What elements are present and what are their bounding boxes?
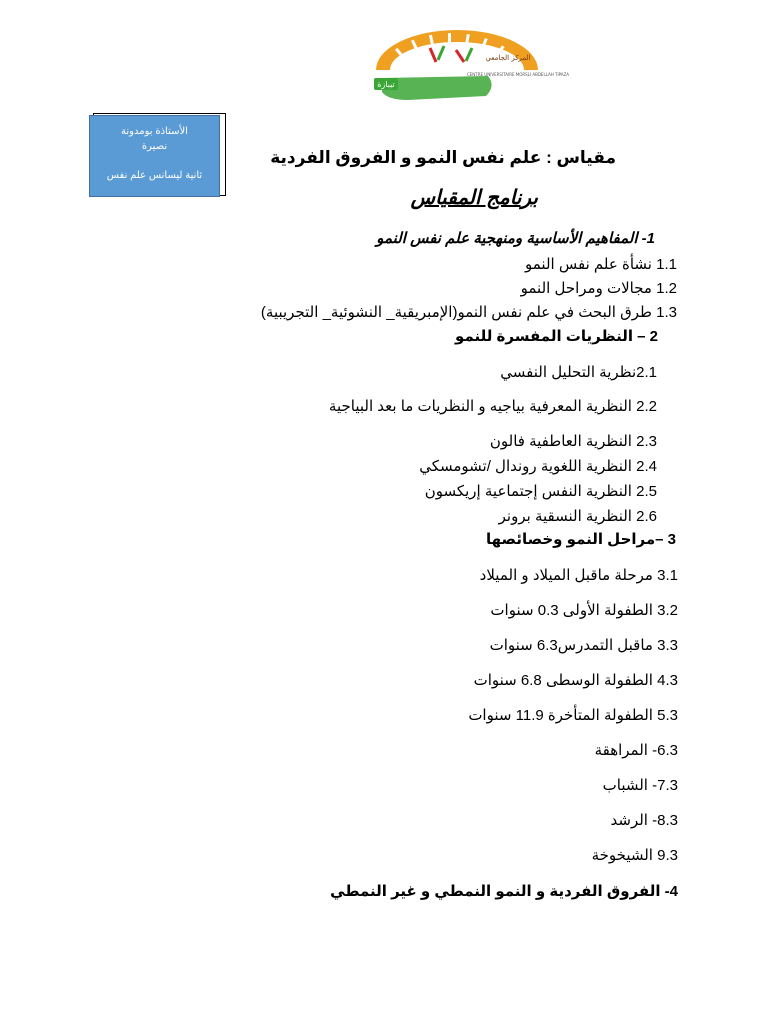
list-item: 2.5 النظرية النفس إجتماعية إريكسون (424, 483, 657, 500)
module-title: مقياس : علم نفس النمو و الفروق الفردية (270, 148, 616, 167)
list-item: 2.1نظرية التحليل النفسي (500, 364, 657, 381)
teacher-name: الأستاذة بومدونة (121, 126, 188, 137)
list-item: 6.3- المراهقة (594, 742, 678, 759)
list-item: 8.3- الرشد (610, 812, 678, 829)
list-item: 1.2 مجالات ومراحل النمو (520, 280, 677, 297)
list-item: 5.3 الطفولة المتأخرة 11.9 سنوات (468, 707, 678, 724)
section-3-heading: 3 –مراحل النمو وخصائصها (486, 531, 676, 548)
class-level: ثانية ليسانس علم نفس (106, 170, 203, 181)
section-1-heading: 1- المفاهيم الأساسية ومنهجية علم نفس النمو (376, 230, 655, 247)
list-item: 2.3 النظرية العاطفية فالون (489, 433, 657, 450)
list-item: 1.1 نشأة علم نفس النمو (525, 256, 677, 273)
list-item: 2.4 النظرية اللغوية روندال /تشومسكي (419, 458, 657, 475)
list-item: 2.2 النظرية المعرفية بياجيه و النظريات ما بعد البياجية (328, 398, 657, 415)
list-item: 9.3 الشيخوخة (591, 847, 678, 864)
list-item: 4.3 الطفولة الوسطى 6.8 سنوات (473, 672, 678, 689)
logo-badge: تيبازة (377, 80, 395, 89)
list-item: 7.3- الشباب (602, 777, 678, 794)
list-item: 2.6 النظرية النسقية برونر (498, 508, 657, 525)
logo-french-text: CENTRE UNIVERSITAIRE MORSLI ABDELLAH TIPAZA (466, 72, 570, 77)
teacher-note-box (89, 115, 220, 197)
logo-arabic-text: المركز الجامعي (485, 54, 531, 62)
section-4-heading: 4- الفروق الفردية و النمو النمطي و غير النمطي (330, 883, 678, 900)
list-item: 1.3 طرق البحث في علم نفس النمو(الإمبريقية_ النشوئية_ التجريبية) (260, 304, 677, 321)
section-2-heading: 2 – النظريات المفسرة للنمو (455, 328, 658, 345)
teacher-surname: نصيرة (141, 141, 168, 152)
list-item: 3.1 مرحلة ماقبل الميلاد و الميلاد (479, 567, 678, 584)
list-item: 3.3 ماقبل التمدرس6.3 سنوات (489, 637, 678, 654)
program-title: برنامج المقياس (410, 187, 538, 209)
university-logo (368, 26, 570, 106)
list-item: 3.2 الطفولة الأولى 0.3 سنوات (490, 602, 678, 619)
